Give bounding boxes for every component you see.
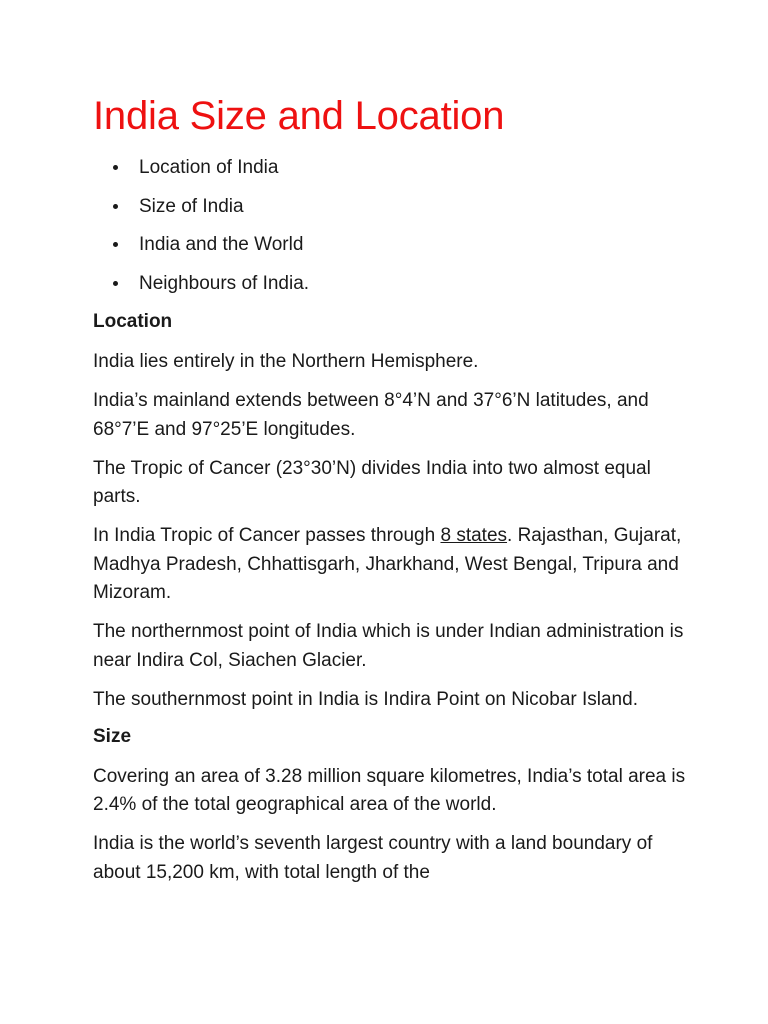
list-item	[93, 272, 688, 296]
bullet-icon	[113, 204, 118, 209]
list-item-label: Location of India	[139, 157, 279, 178]
section-heading-size: Size	[93, 725, 132, 747]
bullet-icon	[113, 281, 118, 286]
paragraph-northernmost-point: The northernmost point of India which is under Indian administration is near Indira Col, Siachen Glacier.	[93, 621, 684, 671]
paragraph-tropic-of-cancer: The Tropic of Cancer (23°30’N) divides India into two almost equal parts.	[93, 457, 651, 507]
paragraph-land-boundary: India is the world’s seventh largest country with a land boundary of about 15,200 km, with total length of the	[93, 833, 653, 883]
list-item-label: Neighbours of India.	[139, 272, 310, 294]
list-item	[93, 233, 688, 257]
paragraph-hemisphere: India lies entirely in the Northern Hemisphere.	[93, 351, 479, 372]
paragraph-area: Covering an area of 3.28 million square kilometres, India’s total area is 2.4% of the total geographical area of the world.	[93, 765, 686, 815]
paragraph-states-list: . Rajasthan, Gujarat, Madhya Pradesh, Chhattisgarh, Jharkhand, West Bengal, Tripura and Mizoram.	[93, 525, 682, 603]
bullet-icon	[113, 242, 118, 247]
page-title: India Size and Location	[93, 94, 505, 138]
bullet-icon	[113, 165, 118, 170]
list-item	[93, 156, 688, 180]
section-heading-location: Location	[93, 311, 173, 332]
states-link[interactable]: 8 states	[440, 525, 508, 546]
list-item-label: Size of India	[139, 195, 244, 217]
list-item	[93, 195, 688, 219]
list-item-label: India and the World	[139, 234, 304, 255]
paragraph-states	[93, 522, 688, 608]
topic-list	[93, 156, 688, 296]
paragraph-states-lead: In India Tropic of Cancer passes through	[93, 525, 441, 546]
paragraph-southernmost-point: The southernmost point in India is Indira Point on Nicobar Island.	[93, 688, 638, 710]
paragraph-latitudes: India’s mainland extends between 8°4’N and 37°6’N latitudes, and 68°7’E and 97°25’E longitudes.	[93, 390, 649, 440]
